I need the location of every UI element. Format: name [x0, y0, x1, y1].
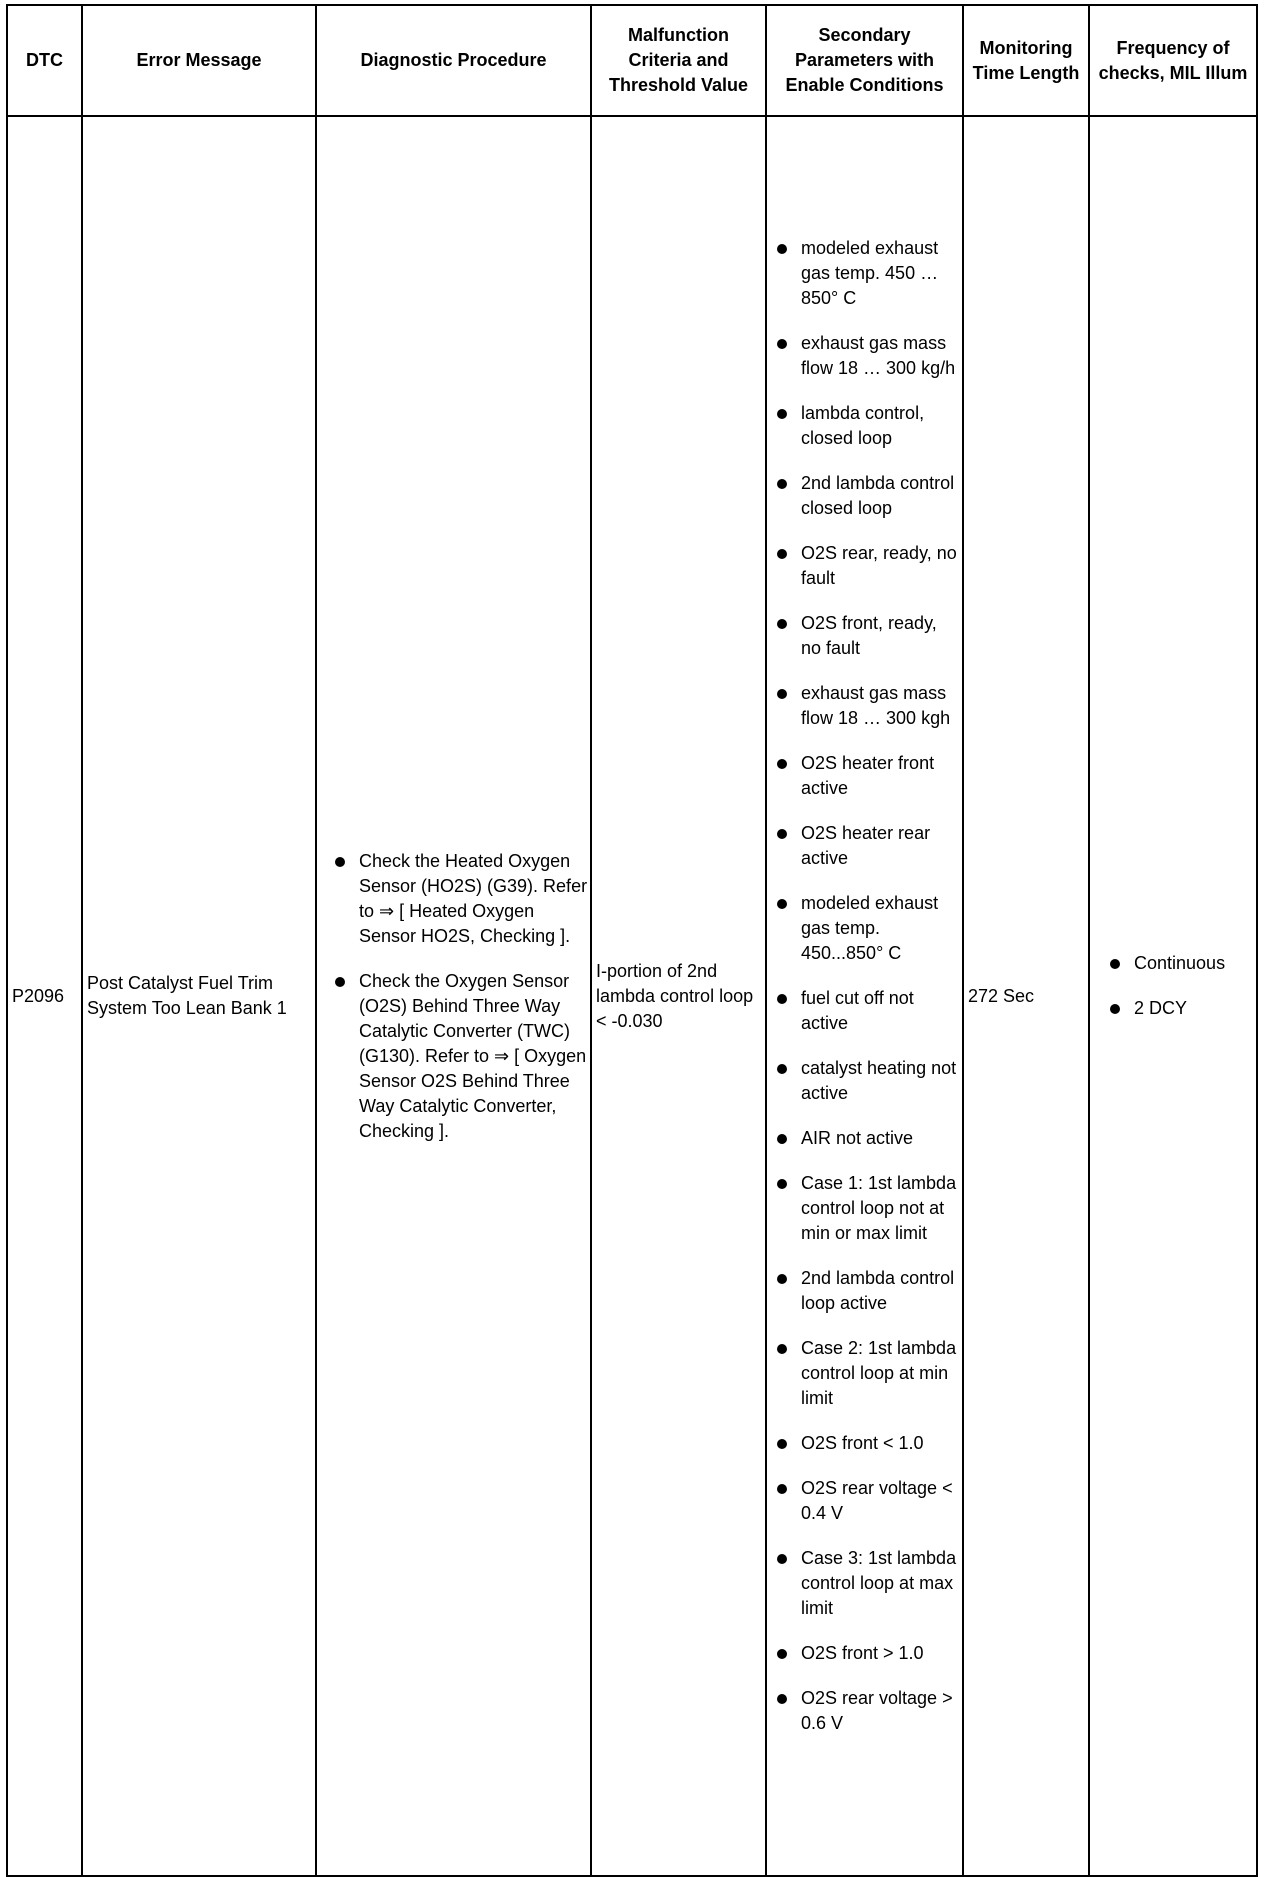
header-dtc: DTC: [7, 5, 82, 116]
list-item: 2nd lambda control closed loop: [767, 471, 962, 521]
list-item: 2 DCY: [1100, 996, 1256, 1021]
list-item: Case 1: 1st lambda control loop not at min or max limit: [767, 1171, 962, 1246]
list-item: O2S heater front active: [767, 751, 962, 801]
header-error-message: Error Message: [82, 5, 316, 116]
list-item: modeled exhaust gas temp. 450 … 850° C: [767, 236, 962, 311]
header-frequency: Frequency of checks, MIL Illum: [1089, 5, 1257, 116]
monitoring-time: 272 Sec: [968, 985, 1035, 1006]
list-item: modeled exhaust gas temp. 450...850° C: [767, 891, 962, 966]
header-malfunction-criteria: Malfunction Criteria and Threshold Value: [591, 5, 766, 116]
list-item: AIR not active: [767, 1126, 962, 1151]
list-item: exhaust gas mass flow 18 … 300 kgh: [767, 681, 962, 731]
list-item: O2S front < 1.0: [767, 1431, 962, 1456]
error-message-cell: [82, 116, 316, 1876]
list-item: O2S rear, ready, no fault: [767, 541, 962, 591]
dtc-table: [6, 4, 1258, 1877]
list-item: O2S front, ready, no fault: [767, 611, 962, 661]
list-item: Check the Oxygen Sensor (O2S) Behind Three Way Catalytic Converter (TWC) (G130). Refer to ⇒ [ Oxygen Sensor O2S Behind Three Way Catalytic Converter, Checking ].: [325, 969, 590, 1144]
list-item: Case 3: 1st lambda control loop at max limit: [767, 1546, 962, 1621]
list-item: O2S front > 1.0: [767, 1641, 962, 1666]
list-item: O2S heater rear active: [767, 821, 962, 871]
list-item: exhaust gas mass flow 18 … 300 kg/h: [767, 331, 962, 381]
error-message: Post Catalyst Fuel Trim System Too Lean Bank 1: [87, 973, 287, 1018]
list-item: catalyst heating not active: [767, 1056, 962, 1106]
header-secondary-parameters: Secondary Parameters with Enable Conditions: [766, 5, 963, 116]
secondary-parameters-cell: [766, 116, 963, 1876]
list-item: lambda control, closed loop: [767, 401, 962, 451]
secondary-parameters-list: [767, 236, 962, 1736]
header-row: [7, 5, 1257, 116]
malfunction-criteria-cell: [591, 116, 766, 1876]
diagnostic-procedure-list: [317, 849, 590, 1144]
dtc-cell: [7, 116, 82, 1876]
list-item: O2S rear voltage > 0.6 V: [767, 1686, 962, 1736]
list-item: fuel cut off not active: [767, 986, 962, 1036]
frequency-list: [1090, 951, 1256, 1021]
diagnostic-procedure-cell: [316, 116, 591, 1876]
list-item: 2nd lambda control loop active: [767, 1266, 962, 1316]
malfunction-criteria: I-portion of 2nd lambda control loop < -0.030: [596, 960, 754, 1031]
dtc-code: P2096: [12, 985, 65, 1006]
header-diagnostic-procedure: Diagnostic Procedure: [316, 5, 591, 116]
header-monitoring-time: Monitoring Time Length: [963, 5, 1089, 116]
list-item: O2S rear voltage < 0.4 V: [767, 1476, 962, 1526]
frequency-cell: [1089, 116, 1257, 1876]
list-item: Continuous: [1100, 951, 1256, 976]
monitoring-time-cell: [963, 116, 1089, 1876]
list-item: Check the Heated Oxygen Sensor (HO2S) (G39). Refer to ⇒ [ Heated Oxygen Sensor HO2S, Checking ].: [325, 849, 590, 949]
list-item: Case 2: 1st lambda control loop at min limit: [767, 1336, 962, 1411]
table-row: [7, 116, 1257, 1876]
